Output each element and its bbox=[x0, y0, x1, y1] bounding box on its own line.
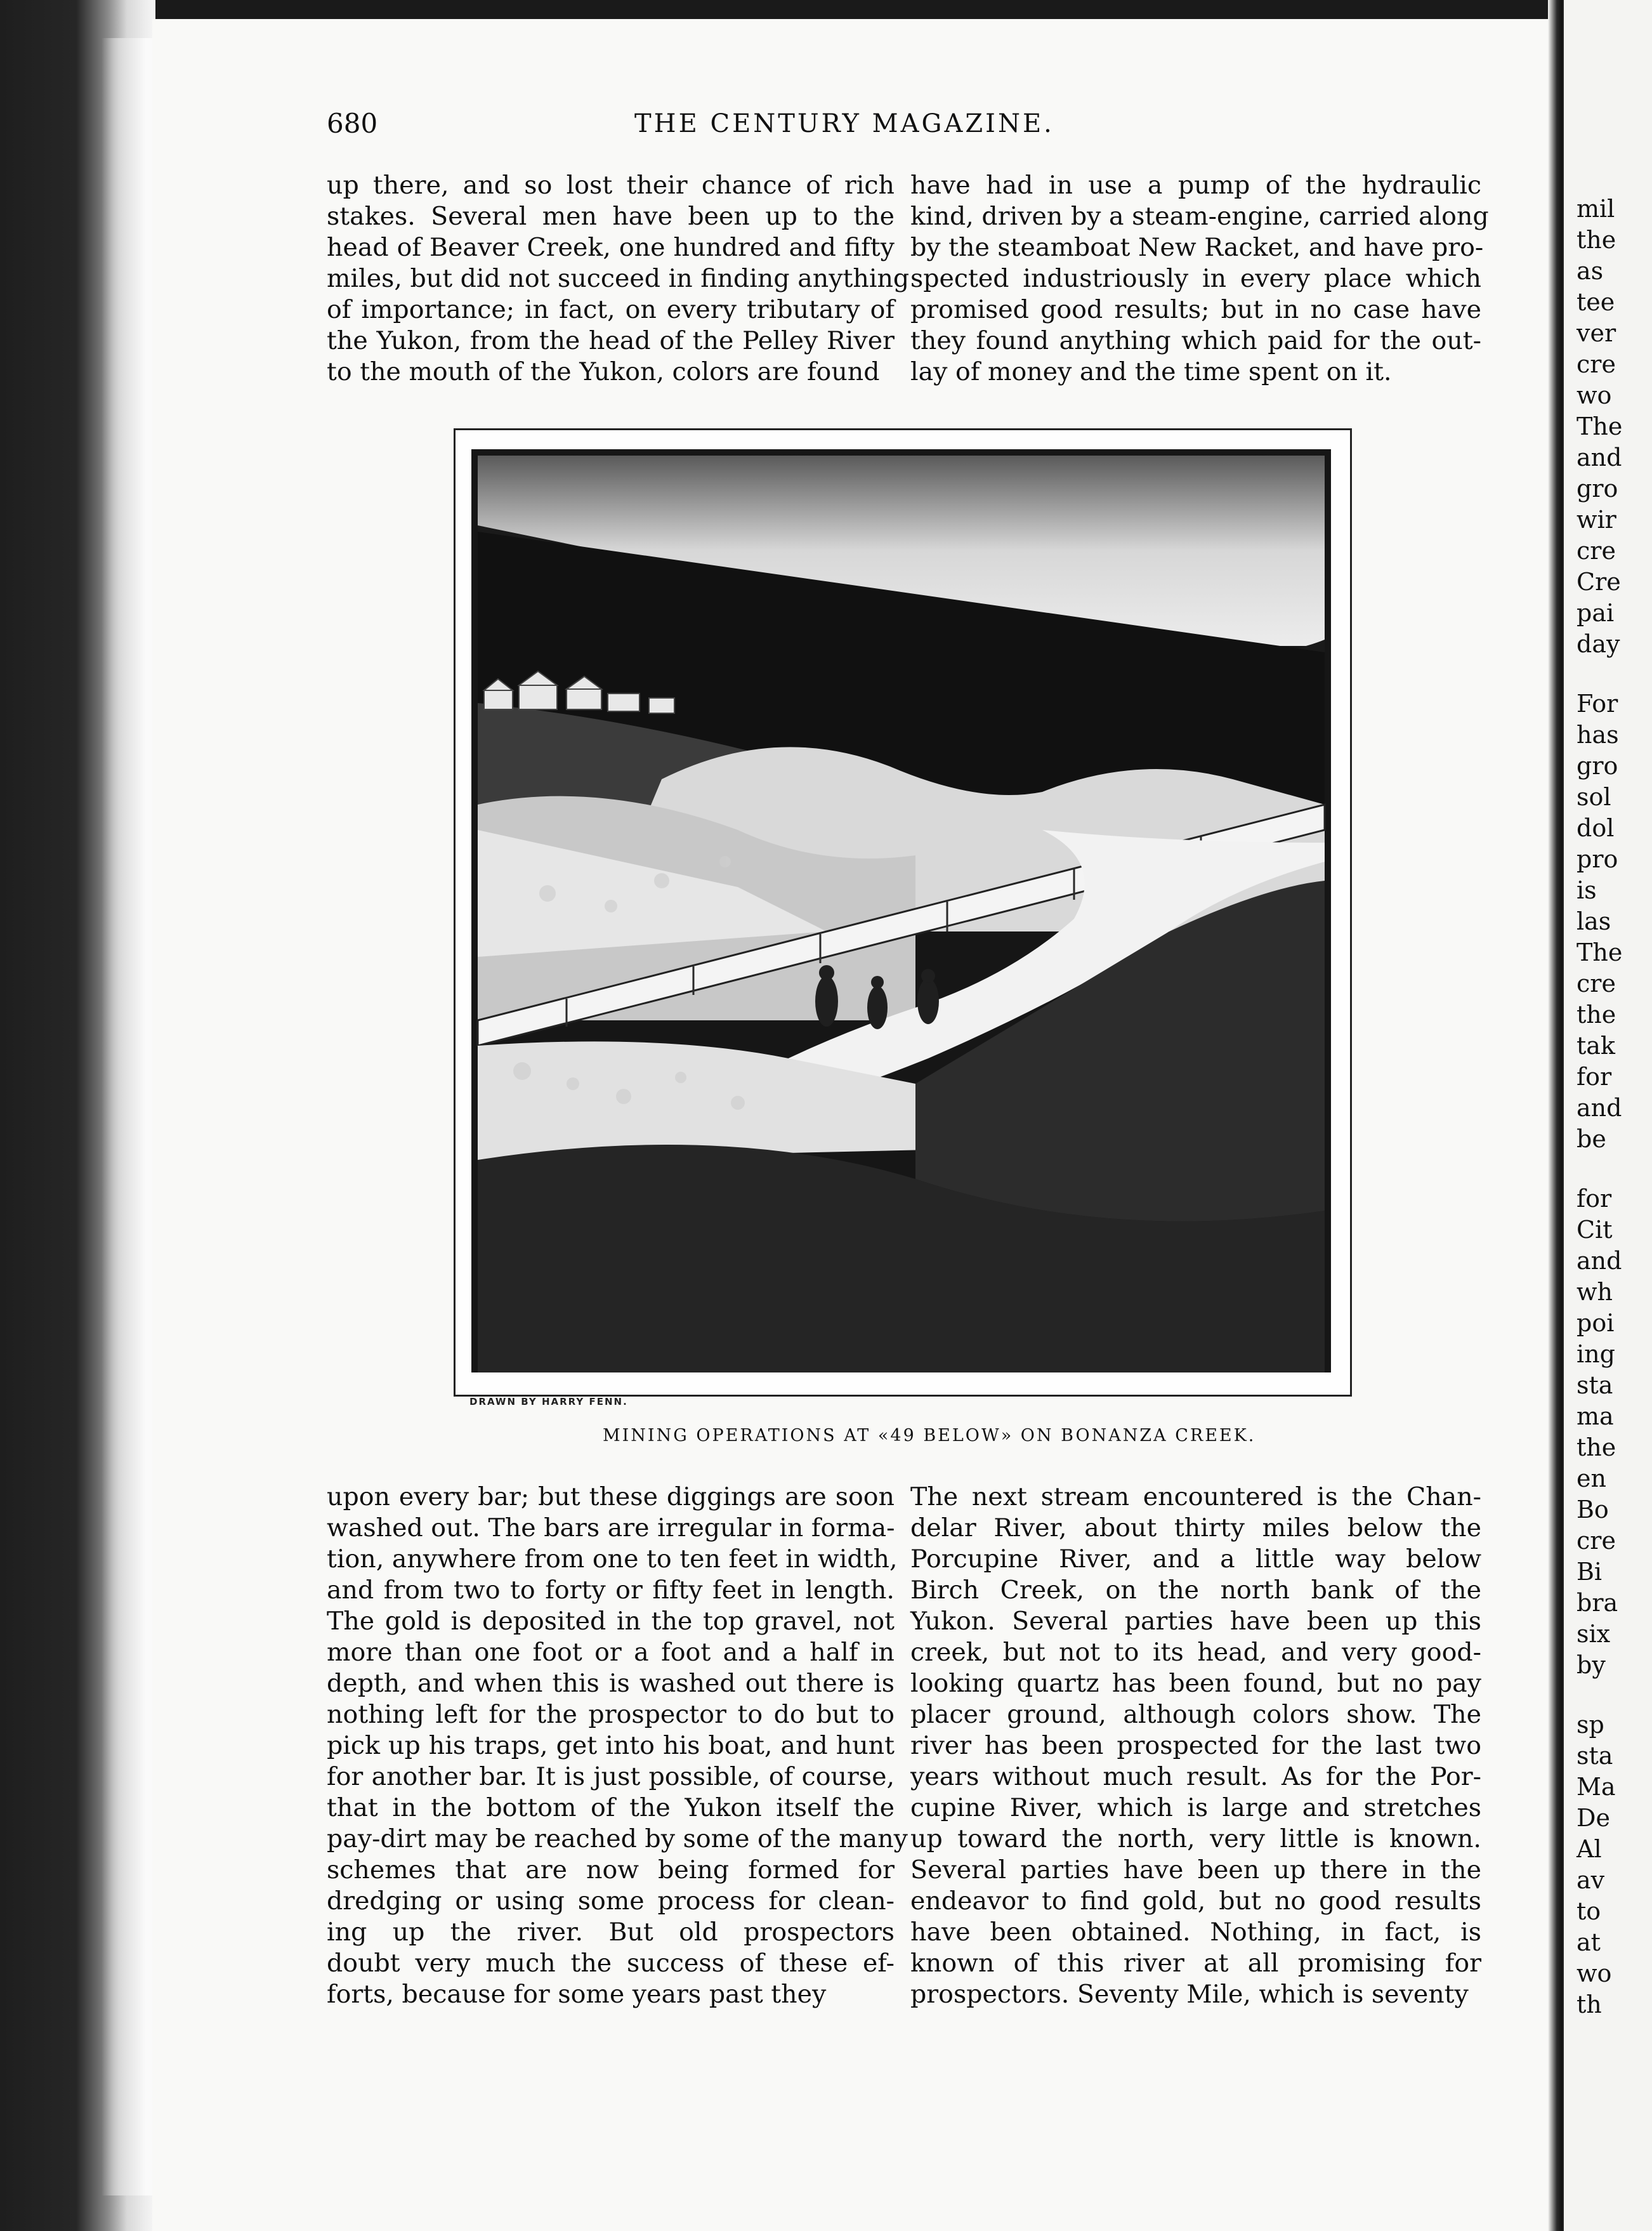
adjacent-page-fragment: The bbox=[1577, 412, 1623, 440]
adjacent-page-fragment: is bbox=[1577, 876, 1597, 904]
adjacent-page-fragment: tak bbox=[1577, 1032, 1615, 1060]
text-line: schemes that are now being formed for bbox=[327, 1855, 895, 1885]
text-line: the Yukon, from the head of the Pelley River bbox=[327, 326, 895, 355]
illustration-frame bbox=[454, 428, 1352, 1397]
adjacent-page-fragment: Al bbox=[1577, 1835, 1602, 1863]
text-line: cupine River, which is large and stretches bbox=[910, 1793, 1481, 1822]
text-line: pay-dirt may be reached by some of the many bbox=[327, 1824, 908, 1853]
adjacent-page-fragment: pai bbox=[1577, 599, 1615, 627]
figure-caption: MINING OPERATIONS AT «49 BELOW» ON BONANZA CREEK. bbox=[603, 1426, 1256, 1445]
text-line: promised good results; but in no case have bbox=[910, 295, 1481, 324]
adjacent-page-fragment: The bbox=[1577, 938, 1623, 966]
top-left-column bbox=[327, 170, 910, 388]
text-line: head of Beaver Creek, one hundred and fifty bbox=[327, 233, 895, 262]
text-line: up toward the north, very little is known. bbox=[910, 1824, 1481, 1853]
adjacent-page-fragment: av bbox=[1577, 1866, 1605, 1894]
adjacent-page-fragment: cre bbox=[1577, 537, 1616, 565]
adjacent-page-fragment: the bbox=[1577, 1001, 1616, 1029]
adjacent-page-fragment: wh bbox=[1577, 1278, 1613, 1306]
text-line: they found anything which paid for the out- bbox=[910, 326, 1481, 355]
adjacent-page-fragment: gro bbox=[1577, 475, 1618, 503]
text-line: to the mouth of the Yukon, colors are found bbox=[327, 357, 880, 386]
adjacent-page-fragment: Bi bbox=[1577, 1558, 1603, 1586]
text-line: Several parties have been up there in the bbox=[910, 1855, 1481, 1885]
text-line: washed out. The bars are irregular in forma- bbox=[327, 1513, 895, 1543]
text-line: dredging or using some process for clean- bbox=[327, 1886, 895, 1916]
text-line: doubt very much the success of these ef- bbox=[327, 1949, 895, 1978]
text-line: for another bar. It is just possible, of course, bbox=[327, 1762, 895, 1791]
text-line: more than one foot or a foot and a half in bbox=[327, 1638, 895, 1667]
bottom-right-column bbox=[910, 1482, 1481, 2010]
text-line: kind, driven by a steam-engine, carried along bbox=[910, 202, 1489, 231]
text-line: looking quartz has been found, but no pay bbox=[910, 1669, 1481, 1698]
text-line: delar River, about thirty miles below the bbox=[910, 1513, 1481, 1543]
page-number: 680 bbox=[327, 108, 378, 139]
adjacent-page-fragment: ing bbox=[1577, 1340, 1615, 1368]
text-line: miles, but did not succeed in finding anything bbox=[327, 264, 910, 293]
adjacent-page-fragment: Ma bbox=[1577, 1773, 1616, 1801]
adjacent-page-fragment: for bbox=[1577, 1185, 1612, 1213]
adjacent-page-fragment: pro bbox=[1577, 845, 1618, 873]
adjacent-page-fragment: the bbox=[1577, 1433, 1616, 1461]
adjacent-page-fragment: for bbox=[1577, 1063, 1612, 1091]
adjacent-page-fragment: as bbox=[1577, 257, 1604, 285]
text-line: prospectors. Seventy Mile, which is seventy bbox=[910, 1980, 1469, 2009]
text-line: Yukon. Several parties have been up this bbox=[910, 1607, 1481, 1636]
adjacent-page-fragment: cre bbox=[1577, 970, 1616, 997]
mining-scene-illustration bbox=[471, 449, 1331, 1372]
adjacent-page-fragment: Cit bbox=[1577, 1216, 1613, 1244]
text-line: of importance; in fact, on every tributary of bbox=[327, 295, 895, 324]
adjacent-page-fragment: cre bbox=[1577, 350, 1616, 378]
adjacent-page-fragment: sta bbox=[1577, 1742, 1613, 1770]
text-line: by the steamboat New Racket, and have pro- bbox=[910, 233, 1484, 262]
adjacent-page-fragment: has bbox=[1577, 721, 1619, 749]
adjacent-page-fragment: th bbox=[1577, 1991, 1602, 2018]
top-right-column bbox=[910, 170, 1489, 388]
adjacent-page-fragment: and bbox=[1577, 1094, 1622, 1122]
text-line: tion, anywhere from one to ten feet in width, bbox=[327, 1544, 898, 1574]
adjacent-page-fragment: cre bbox=[1577, 1527, 1616, 1555]
adjacent-page-fragment: ver bbox=[1577, 319, 1616, 347]
text-line: have been obtained. Nothing, in fact, is bbox=[910, 1918, 1481, 1947]
adjacent-page-fragment: by bbox=[1577, 1651, 1606, 1679]
adjacent-page-fragment: en bbox=[1577, 1464, 1606, 1492]
text-line: lay of money and the time spent on it. bbox=[910, 357, 1392, 386]
adjacent-page-fragment: dol bbox=[1577, 814, 1615, 842]
adjacent-page-fragment: day bbox=[1577, 630, 1620, 658]
adjacent-page-fragment: poi bbox=[1577, 1309, 1615, 1337]
adjacent-page-fragment: las bbox=[1577, 907, 1611, 935]
adjacent-page-fragment: mil bbox=[1577, 195, 1615, 223]
adjacent-page-fragment: De bbox=[1577, 1804, 1610, 1832]
adjacent-page-fragment: gro bbox=[1577, 752, 1618, 780]
adjacent-page-fragment: Bo bbox=[1577, 1496, 1609, 1524]
adjacent-page-fragment: ma bbox=[1577, 1402, 1614, 1430]
text-line: forts, because for some years past they bbox=[327, 1980, 827, 2009]
text-line: nothing left for the prospector to do but to bbox=[327, 1700, 895, 1729]
adjacent-page-fragment: wo bbox=[1577, 381, 1612, 409]
text-line: endeavor to find gold, but no good results bbox=[910, 1886, 1481, 1916]
text-line: The next stream encountered is the Chan- bbox=[910, 1482, 1481, 1511]
adjacent-page-edge bbox=[1564, 0, 1652, 2231]
text-line: pick up his traps, get into his boat, and hunt bbox=[327, 1731, 895, 1760]
adjacent-page-fragment: and bbox=[1577, 1247, 1622, 1275]
text-line: years without much result. As for the Por- bbox=[910, 1762, 1481, 1791]
adjacent-page-fragment: at bbox=[1577, 1928, 1601, 1956]
adjacent-page-fragment: tee bbox=[1577, 288, 1615, 316]
adjacent-page-fragment: bra bbox=[1577, 1589, 1618, 1617]
adjacent-page-fragment: to bbox=[1577, 1897, 1601, 1925]
text-line: depth, and when this is washed out there is bbox=[327, 1669, 895, 1698]
text-line: ing up the river. But old prospectors bbox=[327, 1918, 895, 1947]
text-line: up there, and so lost their chance of rich bbox=[327, 171, 895, 200]
text-line: river has been prospected for the last two bbox=[910, 1731, 1481, 1760]
text-line: placer ground, although colors show. The bbox=[910, 1700, 1481, 1729]
text-line: have had in use a pump of the hydraulic bbox=[910, 171, 1481, 200]
text-line: and from two to forty or fifty feet in length. bbox=[327, 1576, 895, 1605]
text-line: creek, but not to its head, and very good- bbox=[910, 1638, 1481, 1667]
text-line: upon every bar; but these diggings are soon bbox=[327, 1482, 895, 1511]
text-line: stakes. Several men have been up to the bbox=[327, 202, 895, 231]
text-line: that in the bottom of the Yukon itself the bbox=[327, 1793, 895, 1822]
text-line: known of this river at all promising for bbox=[910, 1949, 1481, 1978]
bottom-left-column bbox=[327, 1482, 908, 2010]
adjacent-page-fragment: Cre bbox=[1577, 568, 1621, 596]
text-line: Birch Creek, on the north bank of the bbox=[910, 1576, 1481, 1605]
text-line: spected industriously in every place which bbox=[910, 264, 1481, 293]
adjacent-page-fragment: sta bbox=[1577, 1371, 1613, 1399]
adjacent-page-fragment: wir bbox=[1577, 506, 1616, 534]
running-head: THE CENTURY MAGAZINE. bbox=[634, 109, 1054, 138]
adjacent-page-fragment: wo bbox=[1577, 1959, 1612, 1987]
scan-page-fold bbox=[102, 38, 152, 2195]
text-line: Porcupine River, and a little way below bbox=[910, 1544, 1481, 1574]
adjacent-page-fragment: the bbox=[1577, 226, 1616, 254]
text-line: The gold is deposited in the top gravel, not bbox=[327, 1607, 895, 1636]
adjacent-page-fragment: sol bbox=[1577, 783, 1611, 811]
illustration-credit: DRAWN BY HARRY FENN. bbox=[469, 1396, 628, 1407]
adjacent-page-fragment: be bbox=[1577, 1125, 1606, 1153]
adjacent-page-fragment: For bbox=[1577, 690, 1618, 718]
adjacent-page-fragment: sp bbox=[1577, 1711, 1604, 1739]
adjacent-page-fragment: six bbox=[1577, 1620, 1611, 1648]
adjacent-page-fragment: and bbox=[1577, 444, 1622, 471]
